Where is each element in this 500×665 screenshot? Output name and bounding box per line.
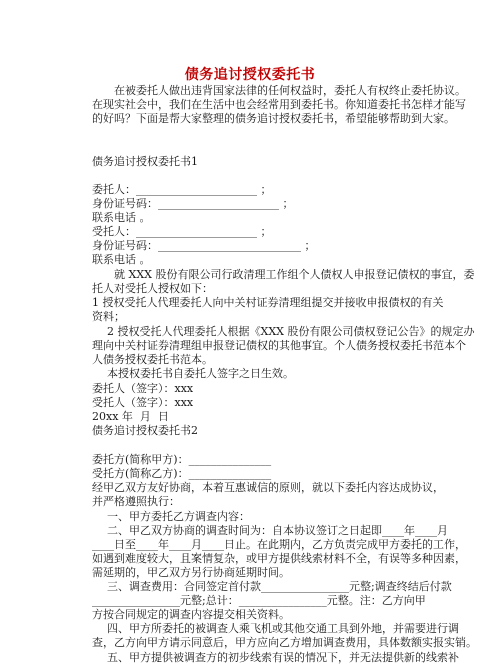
doc1-body-line-6: 理向中关村证券清理组申报登记债权的其他事宜。个人债务授权委托书范本个: [92, 339, 466, 352]
doc2-heading: 债务追讨授权委托书2: [92, 424, 198, 437]
doc2-body-line-6: 如遇到难度较大，且案情复杂，或甲方提供线索材料不全，有误等多种因素，: [92, 552, 466, 565]
intro-line-1: 在被委托人做出违背国家法律的任何权益时，委托人有权终止委托协议。: [114, 84, 466, 97]
doc1-signature-agent: 受托人（签字）：xxx: [92, 396, 194, 409]
doc1-signature-principal: 委托人（签字）：xxx: [92, 382, 194, 395]
doc2-body-line-1: 经甲乙双方友好协商，本着互惠诚信的原则，就以下委托内容达成协议，: [92, 481, 444, 494]
doc2-body-line-3: 一、甲方委托乙方调查内容：: [107, 510, 250, 523]
doc1-field-agent-id: 身份证号码：__________________________ ；: [92, 239, 316, 252]
doc1-field-agent-phone: 联系电话 。: [92, 253, 151, 266]
document-title: 债务追讨授权委托书: [184, 67, 316, 83]
doc1-field-principal: 委托人：______________________ ；: [92, 183, 272, 196]
doc2-body-line-13: 五、甲方提供被调查方的初步线索有误的情况下，并无法提供新的线索补: [107, 651, 459, 664]
doc1-body-line-1: 就 XXX 股份有限公司行政清理工作组个人债权人申报登记债权的事宜，委: [114, 268, 475, 281]
doc1-field-agent: 受托人：______________________ ；: [92, 225, 272, 238]
doc1-heading: 债务追讨授权委托书1: [92, 155, 198, 168]
doc1-date: 20xx 年 月 日: [92, 410, 169, 423]
doc1-body-line-8: 本授权委托书自委托人签字之日生效。: [107, 367, 294, 380]
doc1-body-line-3: 1 授权受托人代理委托人向中关村证券清理组提交并接收申报债权的有关: [92, 296, 444, 309]
doc2-body-line-11: 四、甲方所委托的被调查人乘飞机或其他交通工具到外地，并需要进行调: [107, 622, 459, 635]
doc1-field-principal-phone: 联系电话 。: [92, 211, 151, 224]
doc1-body-line-2: 托人对受托人授权如下：: [92, 282, 213, 295]
doc1-body-line-7: 人债务授权委托书范本。: [92, 353, 213, 366]
doc2-party-b: 受托方(简称乙方)：_______________: [92, 467, 272, 480]
doc2-body-line-2: 并严格遵照执行：: [92, 495, 180, 508]
doc1-body-line-5: 2 授权受托人代理委托人根据《XXX 股份有限公司债权登记公告》的规定办: [107, 325, 475, 338]
doc2-body-line-5: ____日至____年____月____日止。在此期内，乙方负责完成甲方委托的工作，: [92, 538, 466, 551]
intro-line-3: 的好吗？下面是帮大家整理的债务追讨授权委托书，希望能够帮助到大家。: [92, 112, 455, 125]
doc2-party-a: 委托方(简称甲方)：_______________: [92, 453, 272, 466]
doc1-field-principal-id: 身份证号码：______________________ ；: [92, 197, 294, 210]
doc2-body-line-8: 三、调查费用：合同签定首付款________________元整;调查终结后付款: [107, 580, 452, 593]
doc1-body-line-4: 资料；: [92, 310, 125, 323]
intro-line-2: 在现实社会中，我们在生活中也会经常用到委托书。你知道委托书怎样才能写: [92, 98, 466, 111]
doc2-body-line-10: 方按合同规定的调查内容提交相关资料。: [92, 608, 290, 621]
doc2-body-line-7: 需延期的，甲乙双方另行协商延期时间。: [92, 566, 290, 579]
doc2-body-line-12: 查，乙方向甲方请示同意后，甲方应向乙方增加调查费用，具体数额实报实销。: [92, 636, 477, 649]
doc2-body-line-9: ________________元整;总计：________________元整。注：乙方向甲: [92, 594, 426, 607]
doc2-body-line-4: 二、甲乙双方协商的调查时间为：自本协议签订之日起即____年____月: [107, 524, 448, 537]
